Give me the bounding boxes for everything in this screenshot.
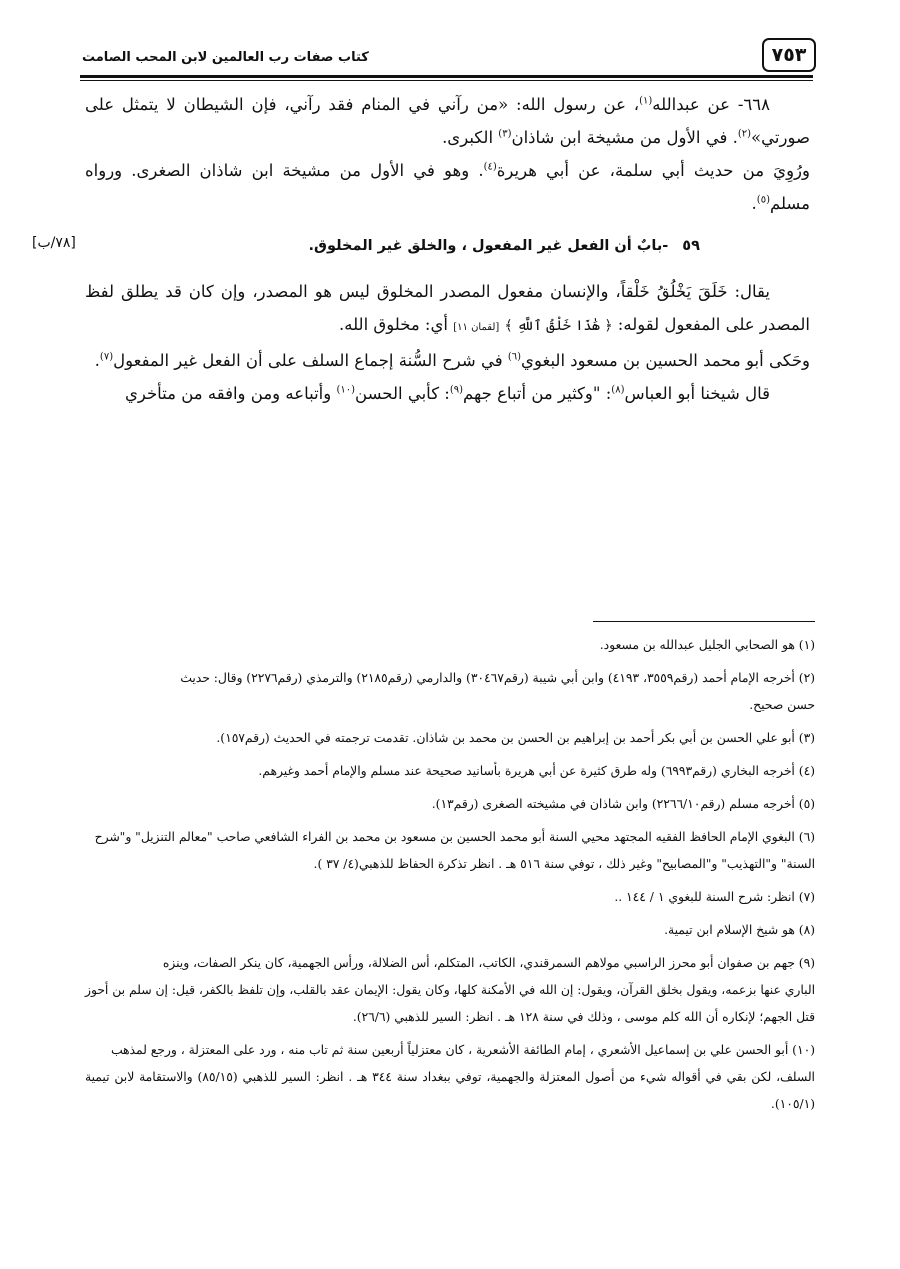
chapter-title: -بابٌ أن الفعل غير المفعول ، والخلق غير المخلوق.	[308, 238, 669, 254]
footnote-ref[interactable]: (٦)	[507, 351, 522, 363]
header-rule-thick	[80, 75, 813, 78]
hadith-paragraph: ٦٦٨- عن عبدالله$^{(١)}$، عن رسول الله: «من رآني في المنام فقد رآني، فإن الشيطان لا يتمثل على صورتي»$^{(٢)}$. في الأول من مشيخة ابن شاذان$^{(٣)}$ الكبرى.	[85, 95, 810, 147]
running-title: كتاب صفات رب العالمين لابن المحب الصامت	[82, 50, 369, 65]
footnote-separator	[593, 621, 815, 622]
definition-paragraph: يقال: خَلَقَ يَخْلُقُ خَلْقاً، والإنسان مفعول المصدر المخلوق ليس هو المصدر، وإن كان قد يطلق لفظ المصدر على المفعول لقوله: ﴿ هَٰذَا خَلْقُ ٱللَّهِ ﴾ [لقمان ١١] أي: مخلوق الله.	[85, 282, 810, 334]
footnote-ref[interactable]: (١)	[639, 95, 653, 107]
footnote-ref[interactable]: (٨)	[611, 384, 625, 396]
footnote-ref[interactable]: (٩)	[449, 384, 464, 396]
riwaya-paragraph: ورُوِيَ من حديث أبي سلمة، عن أبي هريرة$^{(٤)}$. وهو في الأول من مشيخة ابن شاذان الصغرى. ورواه مسلم$^{(٥)}$.	[85, 161, 810, 213]
footnote: (٥) أخرجه مسلم (رقم٢٢٦٦/١٠) وابن شاذان في مشيخته الصغرى (رقم١٣).	[431, 797, 815, 811]
quran-reference: [لقمان ١١]	[453, 322, 500, 333]
chapter-number: ٥٩	[682, 238, 700, 254]
footnote-ref[interactable]: (٢)	[737, 128, 752, 140]
footnotes	[85, 632, 815, 1124]
footnote: (١٠) أبو الحسن علي بن إسماعيل الأشعري ، إمام الطائفة الأشعرية ، كان معتزلياً أربعين سنة ثم تاب منه ، ورد على المعتزلة ، ورجع لمذهب السلف، لكن بقي في أقواله شيء من أصول المعتزلة والجهمية، توفي ببغداد سنة ٣٤٤ هـ . انظر: السير للذهبي (٨٥/١٥) والاستقامة لابن تيمية (١٠٥/١).	[85, 1043, 815, 1111]
header-rule-thin	[80, 80, 813, 81]
footnote: (٣) أبو علي الحسن بن أبي بكر أحمد بن إبراهيم بن الحسن بن محمد بن شاذان. تقدمت ترجمته في الحديث (رقم١٥٧).	[216, 731, 815, 745]
chapter-heading	[85, 230, 810, 263]
footnote: (٨) هو شيخ الإسلام ابن تيمية.	[664, 923, 815, 937]
footnote-ref[interactable]: (٥)	[756, 194, 770, 206]
margin-folio-reference: [٧٨/ب]	[32, 235, 76, 251]
footnote: (٢) أخرجه الإمام أحمد (رقم٣٥٥٩، ٤١٩٣) وابن أبي شيبة (رقم٣٠٤٦٧) والدارمي (رقم٢١٨٥) والترمذي (رقم٢٢٧٦) وقال: حديث حسن صحيح.	[180, 671, 815, 712]
footnote-ref[interactable]: (١٠)	[336, 384, 356, 396]
footnote: (٤) أخرجه البخاري (رقم٦٩٩٣) وله طرق كثيرة عن أبي هريرة بأسانيد صحيحة عند مسلم والإمام أحمد وغيرهم.	[258, 764, 815, 778]
page-number: ٧٥٣	[762, 38, 816, 72]
main-text	[85, 88, 810, 410]
quote-paragraph: قال شيخنا أبو العباس$^{(٨)}$: "وكثير من أتباع جهم$^{(٩)}$: كأبي الحسن$^{(١٠)}$ وأتباعه ومن وافقه من متأخري	[124, 384, 770, 403]
footnote-ref[interactable]: (٣)	[498, 128, 512, 140]
quran-quote: ﴿ هَٰذَا خَلْقُ ٱللَّهِ ﴾	[504, 318, 613, 334]
footnote: (٦) البغوي الإمام الحافظ الفقيه المجتهد محيي السنة أبو محمد الحسين بن مسعود بن محمد بن الفراء الشافعي صاحب "معالم التنزيل" و"شرح السنة" و"التهذيب" و"المصابيح" وغير ذلك ، توفي سنة ٥١٦ هـ . انظر تذكرة الحفاظ للذهبي(٤/ ٣٧ ).	[94, 830, 815, 871]
footnote: (٧) انظر: شرح السنة للبغوي ١ / ١٤٤ ..	[614, 890, 815, 904]
footnote: (٩) جهم بن صفوان أبو محرز الراسبي مولاهم السمرقندي، الكاتب، المتكلم، أس الضلالة، ورأس الجهمية، كان ينكر الصفات، وينزه الباري عنها بزعمه، ويقول بخلق القرآن، ويقول: إن الله في الأمكنة كلها، وكان يقول: الإيمان عقد بالقلب، وإن تلفظ بالكفر، قيل: إن سلم بن أحوز قتل الجهم؛ لإنكاره أن الله كلم موسى ، وذلك في سنة ١٢٨ هـ . انظر: السير للذهبي (٢٦/٦).	[85, 956, 815, 1024]
footnote-ref[interactable]: (٧)	[99, 351, 114, 363]
consensus-paragraph: وحَكى أبو محمد الحسين بن مسعود البغوي$^{(٦)}$ في شرح السُّنة إجماع السلف على أن الفعل غير المفعول$^{(٧)}$.	[94, 351, 810, 370]
footnote: (١) هو الصحابي الجليل عبدالله بن مسعود.	[599, 638, 815, 652]
footnote-ref[interactable]: (٤)	[483, 161, 497, 173]
